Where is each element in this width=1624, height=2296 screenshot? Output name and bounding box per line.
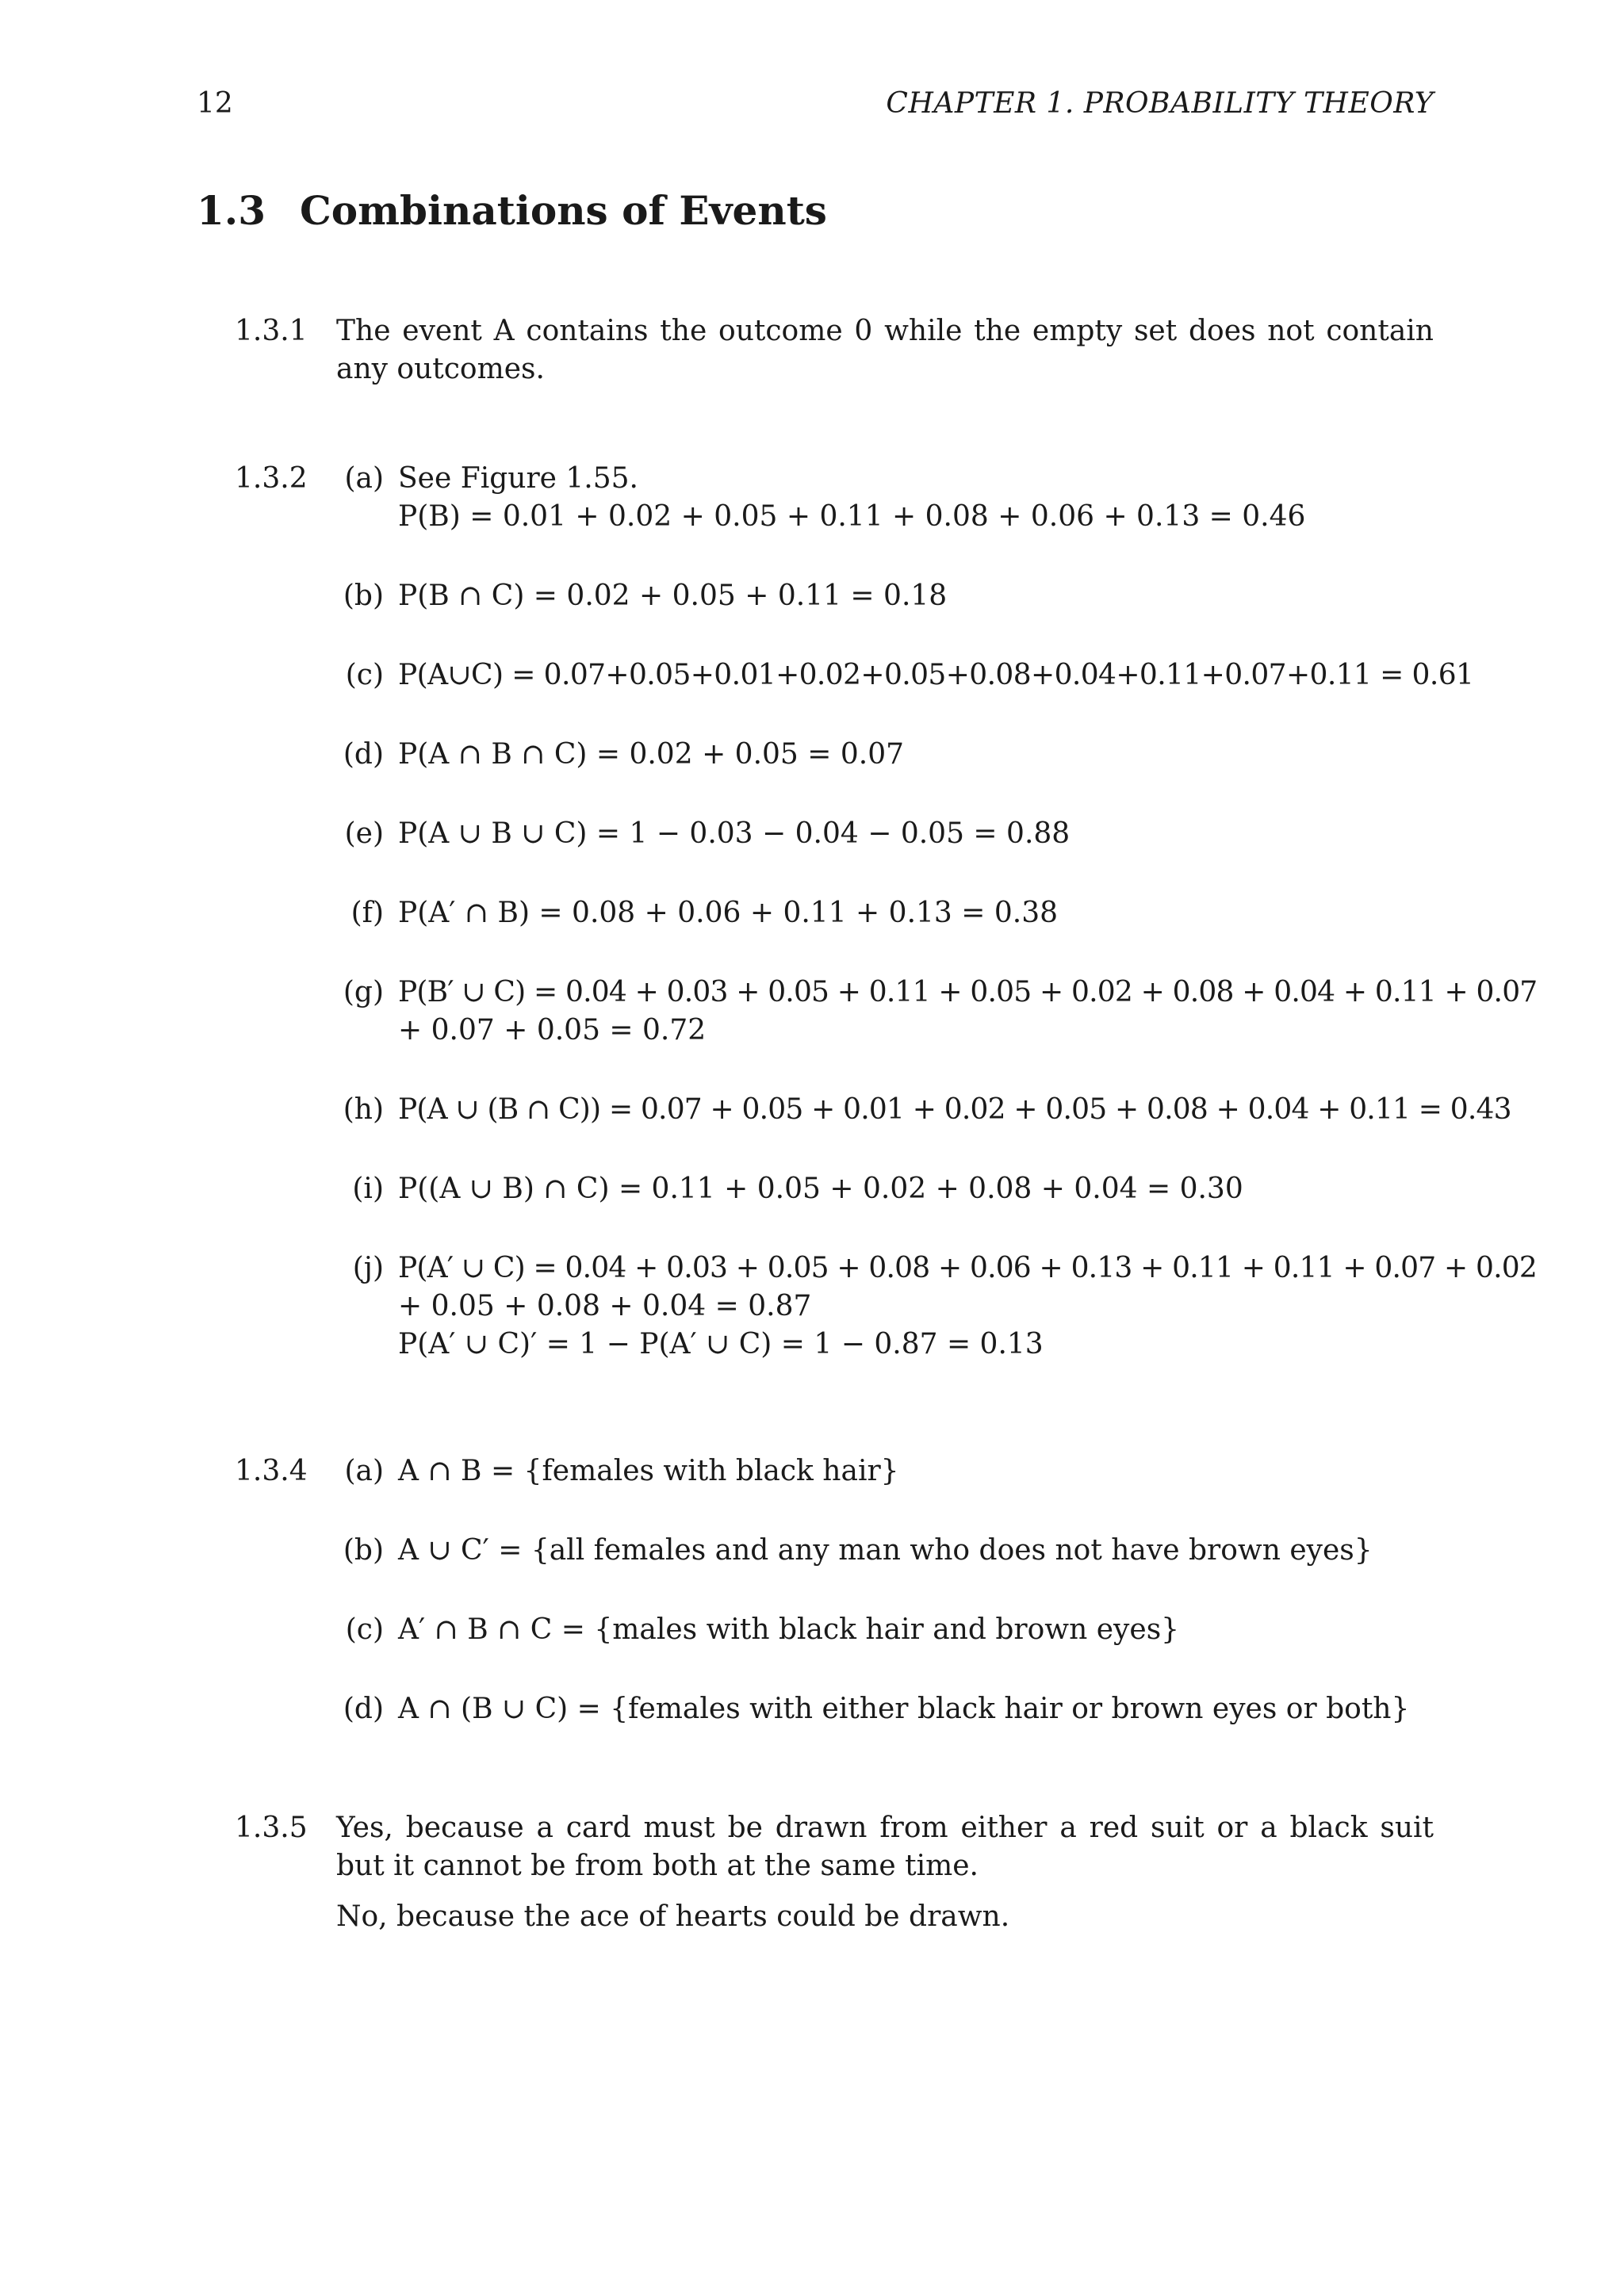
part-d (336, 1690, 1434, 1728)
part-line: P(A′ ∪ C) = 0.04 + 0.03 + 0.05 + 0.08 + 0.06 + 0.13 + 0.11 + 0.11 + 0.07 + 0.02 (398, 1252, 1537, 1284)
part-f (336, 894, 1434, 932)
part-line: P(A ∪ (B ∩ C)) = 0.07 + 0.05 + 0.01 + 0.02 + 0.05 + 0.08 + 0.04 + 0.11 = 0.43 (398, 1093, 1511, 1126)
answer-paragraph: Yes, because a card must be drawn from either a red suit or a black suit but it cannot be from both at the same time. (336, 1812, 1434, 1882)
problem-1-3-4 (235, 1452, 1434, 1728)
part-line: P(A ∪ B ∪ C) = 1 − 0.03 − 0.04 − 0.05 = 0.88 (398, 817, 1071, 850)
part-label: (c) (345, 659, 384, 691)
page-number: 12 (197, 87, 233, 120)
running-title: CHAPTER 1. PROBABILITY THEORY (886, 87, 1434, 120)
part-label: (i) (352, 1173, 384, 1205)
part-line: See Figure 1.55. (398, 462, 638, 495)
part-c (336, 656, 1474, 695)
section-number: 1.3 (197, 187, 266, 234)
part-d (336, 736, 1434, 774)
part-line: P(A′ ∪ C)′ = 1 − P(A′ ∪ C) = 1 − 0.87 = 0.13 (398, 1328, 1044, 1360)
part-line: P((A ∪ B) ∩ C) = 0.11 + 0.05 + 0.02 + 0.08 + 0.04 = 0.30 (398, 1173, 1243, 1205)
problem-text (336, 1809, 1434, 1936)
problem-number: 1.3.5 (235, 1812, 308, 1844)
problem-number: 1.3.1 (235, 315, 308, 347)
part-label: (g) (343, 976, 384, 1008)
page-header (197, 87, 1434, 127)
part-h (336, 1091, 1511, 1129)
part-line: P(B ∩ C) = 0.02 + 0.05 + 0.11 = 0.18 (398, 580, 948, 612)
part-b (336, 577, 1434, 615)
problem-parts (336, 1452, 1434, 1728)
part-j (336, 1249, 1537, 1364)
part-e (336, 815, 1434, 853)
part-label: (b) (343, 580, 384, 612)
part-label: (d) (343, 738, 384, 771)
problem-1-3-1 (235, 312, 1434, 388)
part-a (336, 460, 1434, 536)
part-label: (e) (344, 817, 384, 850)
part-line: A′ ∩ B ∩ C = {males with black hair and brown eyes} (398, 1613, 1180, 1646)
part-line: A ∪ C′ = {all females and any man who does not have brown eyes} (398, 1534, 1373, 1567)
part-line: P(A ∩ B ∩ C) = 0.02 + 0.05 = 0.07 (398, 738, 905, 771)
section-title: Combinations of Events (300, 187, 827, 234)
part-label: (a) (344, 1455, 384, 1487)
problem-parts (336, 460, 1538, 1364)
part-label: (d) (343, 1693, 384, 1725)
part-label: (c) (345, 1613, 384, 1646)
problem-1-3-2 (235, 460, 1538, 1364)
problem-number: 1.3.2 (235, 462, 308, 495)
part-line: P(B′ ∪ C) = 0.04 + 0.03 + 0.05 + 0.11 + 0.05 + 0.02 + 0.08 + 0.04 + 0.11 + 0.07 (398, 976, 1538, 1008)
part-b (336, 1532, 1434, 1570)
part-line: P(A′ ∩ B) = 0.08 + 0.06 + 0.11 + 0.13 = 0.38 (398, 897, 1059, 929)
part-line: A ∩ (B ∪ C) = {females with either black hair or brown eyes or both} (398, 1693, 1410, 1725)
part-a (336, 1452, 1434, 1490)
part-label: (b) (343, 1534, 384, 1567)
part-c (336, 1611, 1434, 1649)
section-heading (197, 187, 827, 234)
part-g (336, 974, 1538, 1050)
part-line: P(B) = 0.01 + 0.02 + 0.05 + 0.11 + 0.08 + 0.06 + 0.13 = 0.46 (398, 500, 1306, 533)
part-label: (f) (350, 897, 384, 929)
problem-number: 1.3.4 (235, 1455, 308, 1487)
problem-1-3-5 (235, 1809, 1434, 1936)
part-line: P(A∪C) = 0.07+0.05+0.01+0.02+0.05+0.08+0.04+0.11+0.07+0.11 = 0.61 (398, 659, 1474, 691)
part-label: (j) (352, 1252, 384, 1284)
problem-text: The event A contains the outcome 0 while the empty set does not contain any outcomes. (336, 315, 1434, 385)
answer-paragraph: No, because the ace of hearts could be drawn. (336, 1900, 1010, 1933)
part-i (336, 1170, 1434, 1208)
part-label: (a) (344, 462, 384, 495)
part-line: + 0.07 + 0.05 = 0.72 (398, 1014, 707, 1047)
part-line: + 0.05 + 0.08 + 0.04 = 0.87 (398, 1290, 812, 1322)
part-label: (h) (343, 1093, 384, 1126)
part-line: A ∩ B = {females with black hair} (398, 1455, 899, 1487)
